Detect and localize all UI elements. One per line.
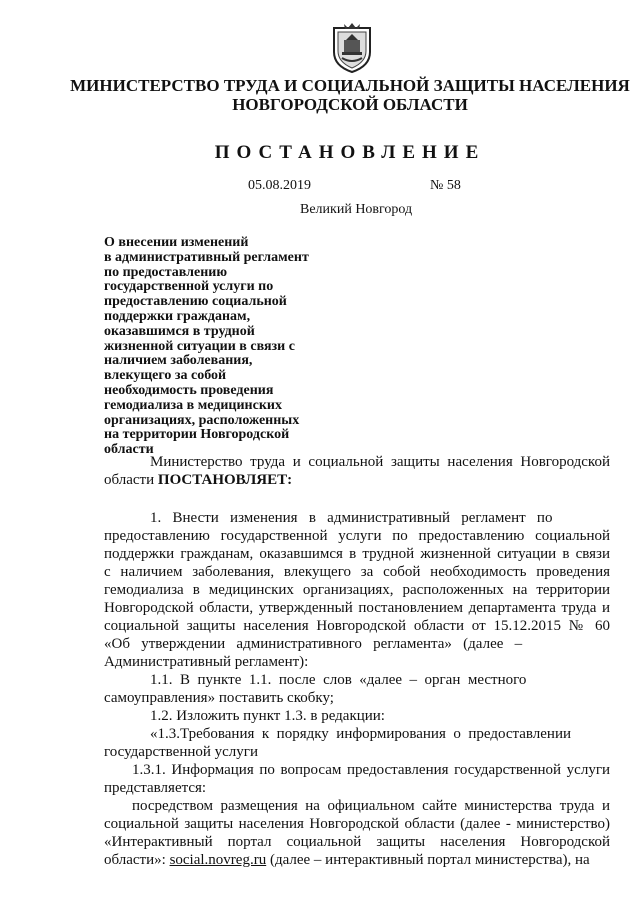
intro-text: области (104, 472, 158, 488)
portal-link[interactable]: social.novreg.ru (169, 852, 267, 868)
paragraph-1-line-1: 1. Внести изменения в административный регламент по (150, 510, 553, 526)
ministry-name (60, 76, 640, 114)
paragraph-1-line-5: гемодиализа в медицинских организациях, расположенных на территории (104, 582, 610, 598)
paragraph-1-3-line-2: государственной услуги (104, 744, 258, 760)
site-paragraph-line-2: социальной защиты населения Новгородской области (далее - министерство) (104, 816, 610, 832)
document-subject: О внесении изменений в административный регламент по предоставлению государственной услуги по предоставлению социальной поддержки гражданам, оказавшимся в трудной жизненной ситуации в связи с наличием заболевания, влекущего за собой необходимость проведения гемодиализа в медицинских организациях, расположенных на территории Новгородской области (104, 235, 309, 458)
paragraph-1-3-line-1: «1.3.Требования к порядку информирования о предоставлении (150, 726, 572, 742)
paragraph-1-line-7: социальной защиты населения Новгородской области от 15.12.2015 № 60 (104, 618, 610, 634)
paragraph-1-line-3: поддержки гражданам, оказавшимся в трудной жизненной ситуации в связи (104, 546, 610, 562)
paragraph-1-1-line-2: самоуправления» поставить скобку; (104, 690, 334, 706)
paragraph-1-line-8: «Об утверждении административного регламента» (далее – (104, 636, 523, 652)
document-city: Великий Новгород (300, 202, 413, 217)
intro-line-2 (104, 472, 610, 489)
coat-of-arms-icon (328, 22, 376, 74)
site-text-start: области»: (104, 852, 170, 868)
paragraph-1-1-line-1: 1.1. В пункте 1.1. после слов «далее – орган местного (150, 672, 527, 688)
paragraph-1-line-2: предоставлению государственной услуги по предоставлению социальной (104, 528, 610, 544)
document-number: № 58 (430, 178, 461, 193)
paragraph-1-line-9: Административный регламент): (104, 654, 309, 670)
decree-keyword: ПОСТАНОВЛЯЕТ: (157, 472, 293, 488)
document-type-title: ПОСТАНОВЛЕНИЕ (214, 142, 486, 163)
document-date: 05.08.2019 (248, 178, 311, 193)
site-paragraph-line-4 (104, 852, 610, 869)
site-paragraph-line-3: «Интерактивный портал социальной защиты населения Новгородской (104, 834, 610, 850)
paragraph-1-3-1-line-2: представляется: (104, 780, 207, 796)
intro-line-1: Министерство труда и социальной защиты населения Новгородской (150, 454, 610, 470)
site-paragraph-line-1: посредством размещения на официальном сайте министерства труда и (132, 798, 610, 814)
paragraph-1-line-6: Новгородской области, утвержденный постановлением департамента труда и (104, 600, 610, 616)
ministry-name-line2: НОВГОРОДСКОЙ ОБЛАСТИ (232, 95, 468, 114)
paragraph-1-3-1-line-1: 1.3.1. Информация по вопросам предоставления государственной услуги (132, 762, 610, 778)
paragraph-1-2: 1.2. Изложить пункт 1.3. в редакции: (150, 708, 385, 724)
ministry-name-line1: МИНИСТЕРСТВО ТРУДА И СОЦИАЛЬНОЙ ЗАЩИТЫ НАСЕЛЕНИЯ (70, 76, 630, 95)
paragraph-1-line-4: с наличием заболевания, влекущего за собой необходимость проведения (104, 564, 610, 580)
site-text-end: (далее – интерактивный портал министерства), на (266, 852, 590, 868)
